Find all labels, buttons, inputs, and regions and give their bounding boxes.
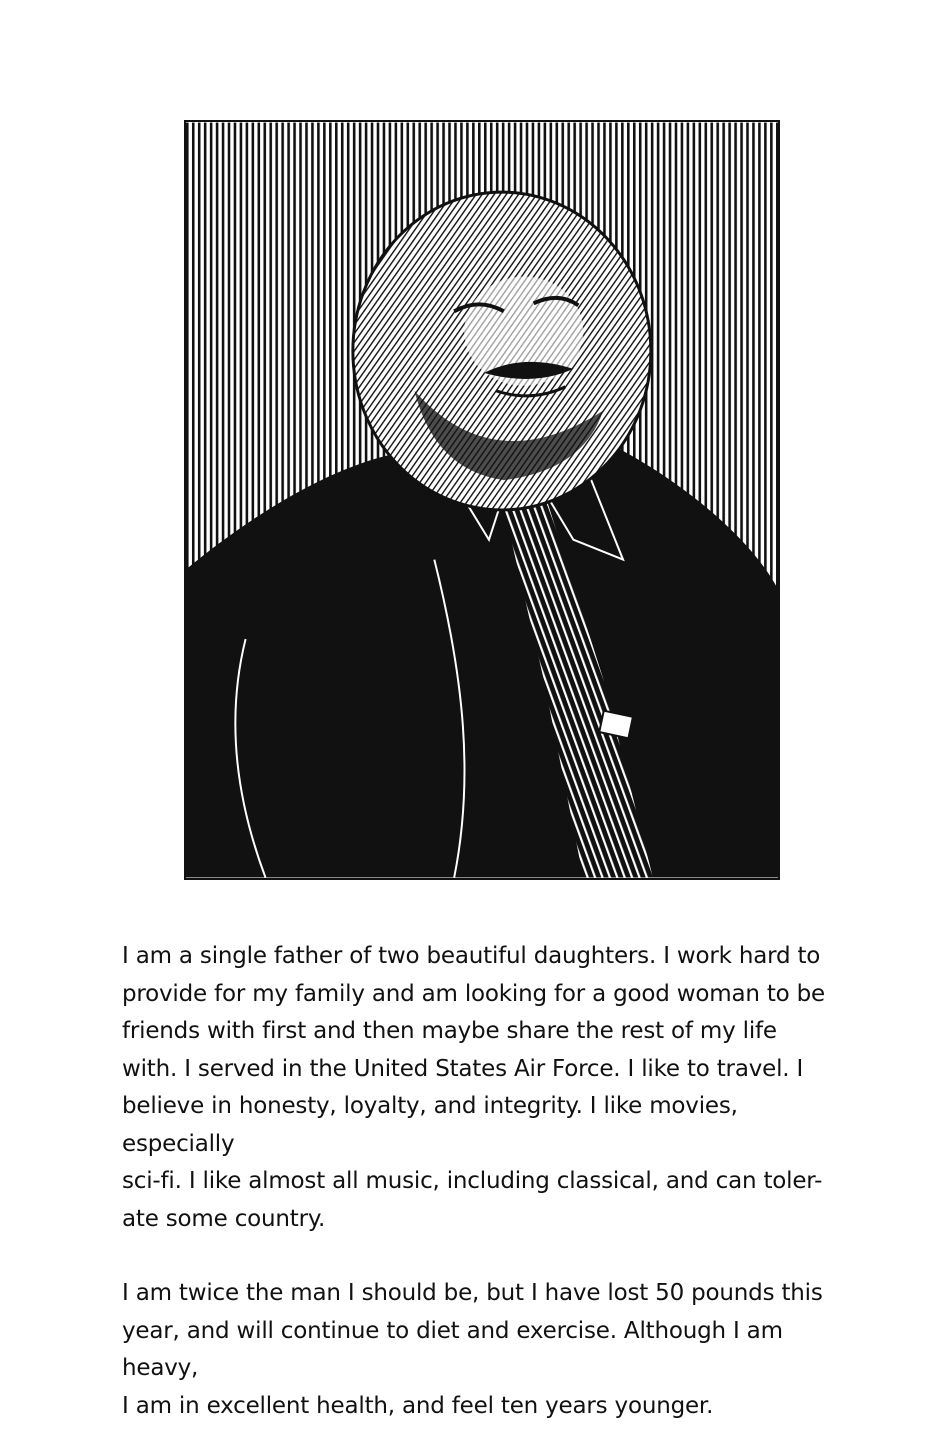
portrait-frame — [184, 120, 780, 880]
paragraph-health: I am twice the man I should be, but I have lost 50 pounds this year, and will continue to diet and exercise. Although I am heavy, I am in excellent health, and feel ten years younger. — [122, 1280, 823, 1419]
paragraph-intro: I am a single father of two beautiful daughters. I work hard to provide for my family and am looking for a good woman to be friends with first and then maybe share the rest of my life with. I served in the United States Air Force. I like to travel. I believe in honesty, loyalty, and integrity. I like movies, especially sci-fi. I like almost all music, including classical, and can toler- ate some country. — [122, 943, 825, 1232]
portrait-illustration — [186, 122, 778, 878]
flag-pin — [599, 711, 633, 739]
profile-text — [122, 938, 848, 1425]
